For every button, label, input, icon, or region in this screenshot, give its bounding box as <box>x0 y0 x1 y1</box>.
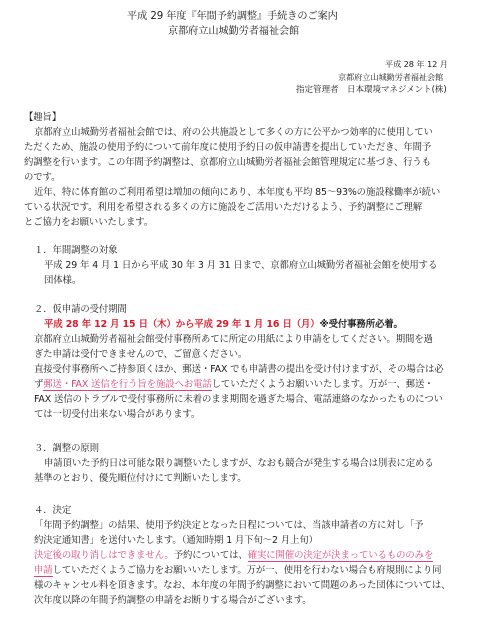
issue-date: 平成 28 年 12 月 <box>385 59 448 69</box>
section4-line <box>34 550 433 562</box>
section1-line: 団体様。 <box>44 275 82 286</box>
period-note: ※受付事務所必着。 <box>319 319 403 330</box>
section4-line: 次年度以降の年間予約調整の申請をお断りする場合がございます。 <box>34 595 312 606</box>
section2-line: FAX 送信のトラブルで受付事務所に未着のまま期間を過ぎた場合、電話連絡のなかったものについ <box>34 394 443 405</box>
intro-heading: 【趣旨】 <box>24 112 62 123</box>
section4-heading: ４．決定 <box>34 505 72 516</box>
intro-line: 近年、特に体育館のご利用希望は増加の傾向にあり、本年度も平均 85～93%の施設稼働率が続い <box>34 187 441 198</box>
section2-line: 京都府立山城勤労者福祉会館受付事務所あてに所定の用紙により申請をしてください。期間を過 <box>34 334 433 345</box>
highlighted-text: 申請 <box>34 565 53 576</box>
document-subtitle: 京都府立山城勤労者福祉会館 <box>168 26 300 37</box>
intro-line: 京都府立山城勤労者福祉会館では、府の公共施設として多くの方に公平かつ効率的に使用してい <box>34 127 433 138</box>
intro-line: ただくため、施設の使用予約について前年度に使用予約日の仮申請書を提出していただき、年間予 <box>24 142 432 153</box>
section4-line <box>34 565 441 577</box>
line-text: ず <box>34 379 44 390</box>
section2-period <box>44 319 403 331</box>
sender-organization: 京都府立山城勤労者福祉会館 <box>338 72 444 82</box>
highlighted-text: 決定後の取り消しはできません。 <box>34 550 174 561</box>
section2-line: 直接受付事務所へご持参頂くほか、郵送・FAX でも申請書の提出を受け付けますが、その場合は必 <box>34 364 444 375</box>
section1-heading: １．年間調整の対象 <box>34 245 118 256</box>
section1-line: 平成 29 年 4 月 1 日から平成 30 年 3 月 31 日まで、京都府立山城勤労者福祉会館を使用する <box>44 260 438 271</box>
section2-line: ぎた申請は受付できませんので、ご留意ください。 <box>34 349 248 360</box>
highlighted-text: 郵送・FAX 送信を行う旨を施設へお電話 <box>43 379 212 390</box>
section4-line: 約決定通知書」を送付いたします。（通知時期 1 月下旬～2 月上旬） <box>34 535 318 546</box>
highlighted-text: 確実に開催の決定が決まっているもののみを <box>247 550 434 561</box>
section3-line: 申請頂いた予約日は可能な限り調整いたしますが、なおも競合が発生する場合は別表に定める <box>44 458 434 469</box>
section2-heading: ２．仮申請の受付期間 <box>34 304 127 315</box>
intro-line: 約調整を行います。この年間予約調整は、京都府立山城勤労者福祉会館管理規定に基づき、行うも <box>24 157 431 168</box>
document-title: 平成 29 年度『年間予約調整』手続きのご案内 <box>127 11 338 22</box>
line-text: していただくようお願いいたします。万が一、郵送・ <box>211 379 434 390</box>
intro-line: ている状況です。利用を希望される多くの方に施設をご活用いただけるよう、予約調整にご理解 <box>24 202 423 213</box>
sender-manager: 指定管理者 日本環境マネジメント(株) <box>296 85 447 95</box>
intro-line: のです。 <box>24 172 61 183</box>
section2-line: ては一切受付出来ない場合があります。 <box>34 409 201 420</box>
section4-line: 様のキャンセル料を頂きます。なお、本年度の年間予約調整において問題のあった団体については、 <box>34 580 451 591</box>
section3-heading: ３．調整の原則 <box>34 443 99 454</box>
line-text: していただくようご協力をお願いいたします。万が一、使用を行わない場合も府規則により同 <box>52 565 442 576</box>
application-period: 平成 28 年 12 月 15 日（木）から平成 29 年 1 月 16 日（月） <box>44 319 320 330</box>
section4-line: 「年間予約調整」の結果、使用予約決定となった日程については、当該申請者の方に対し「予 <box>34 520 424 531</box>
section3-line: 基準のとおり、優先順位付けにて判断いたします。 <box>34 473 247 484</box>
line-text: 予約については、 <box>173 550 248 561</box>
intro-line: とご協力をお願いいたします。 <box>24 217 154 228</box>
section2-line <box>34 379 434 391</box>
